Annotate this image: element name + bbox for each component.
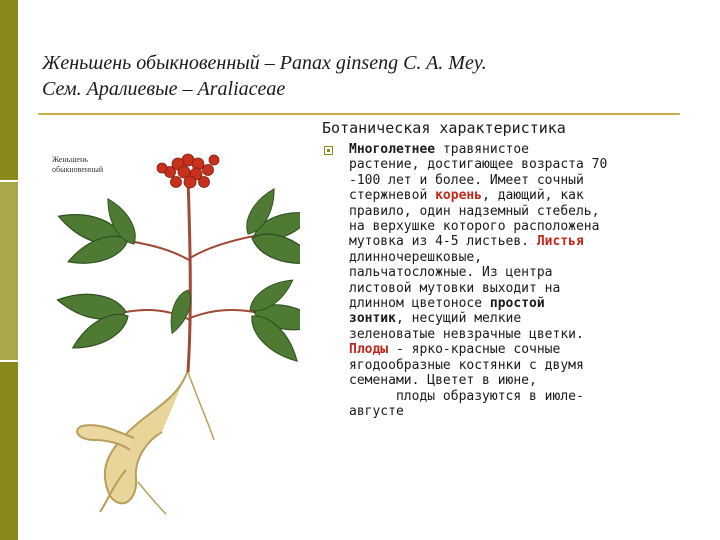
description-line: Плоды - ярко-красные сочные: [349, 342, 561, 358]
description-line: -100 лет и более. Имеет сочный: [349, 172, 584, 188]
side-band-top: [0, 0, 18, 180]
side-band-bottom: [0, 362, 18, 540]
description-line: растение, достигающее возраста 70: [349, 157, 608, 173]
description-line: правило, один надземный стебель,: [349, 203, 600, 219]
stem-drawing: [124, 180, 254, 372]
ginseng-illustration: [38, 140, 300, 520]
description-line: зеленоватые невзрачные цветки.: [349, 326, 584, 342]
description-line: пальчатосложные. Из центра: [349, 265, 553, 281]
illustration-label-line-1: Женьшень: [52, 155, 88, 164]
title-divider: [38, 113, 680, 115]
description-line: длинном цветоносе простой: [349, 296, 545, 312]
title-line-2: Сем. Аралиевые – Araliaceae: [42, 78, 286, 100]
berries-drawing: [157, 154, 219, 188]
section-heading: Ботаническая характеристика: [322, 119, 566, 137]
description-line: августе: [349, 403, 404, 419]
description-line: ягодообразные костянки с двумя: [349, 357, 584, 373]
illustration-label-line-2: обыкновенный: [52, 165, 104, 174]
description-line: плоды образуются в июле-: [349, 388, 584, 404]
description-line: стержневой корень, дающий, как: [349, 188, 584, 204]
description-text: [349, 142, 689, 419]
description-line: Многолетнее травянистое: [349, 142, 530, 157]
leaves-drawing: [55, 184, 300, 368]
description-line: листовой мутовки выходит на: [349, 280, 561, 296]
description-line: мутовка из 4-5 листьев. Листья: [349, 234, 584, 250]
description-line: длинночерешковые,: [349, 249, 483, 265]
highlight-root: корень: [435, 188, 483, 204]
description-line: на верхушке которого расположена: [349, 219, 600, 235]
slide-title: [42, 50, 682, 102]
side-band-middle: [0, 182, 18, 360]
title-line-1: Женьшень обыкновенный – Panax ginseng C. A. Mey.: [42, 52, 487, 74]
highlight-fruits: Плоды: [349, 342, 389, 358]
description-line: зонтик, несущий мелкие: [349, 311, 522, 327]
root-drawing: [77, 370, 214, 514]
bullet-icon: [324, 146, 333, 155]
highlight-leaves: Листья: [536, 234, 584, 250]
description-line: семенами. Цветет в июне,: [349, 373, 537, 389]
